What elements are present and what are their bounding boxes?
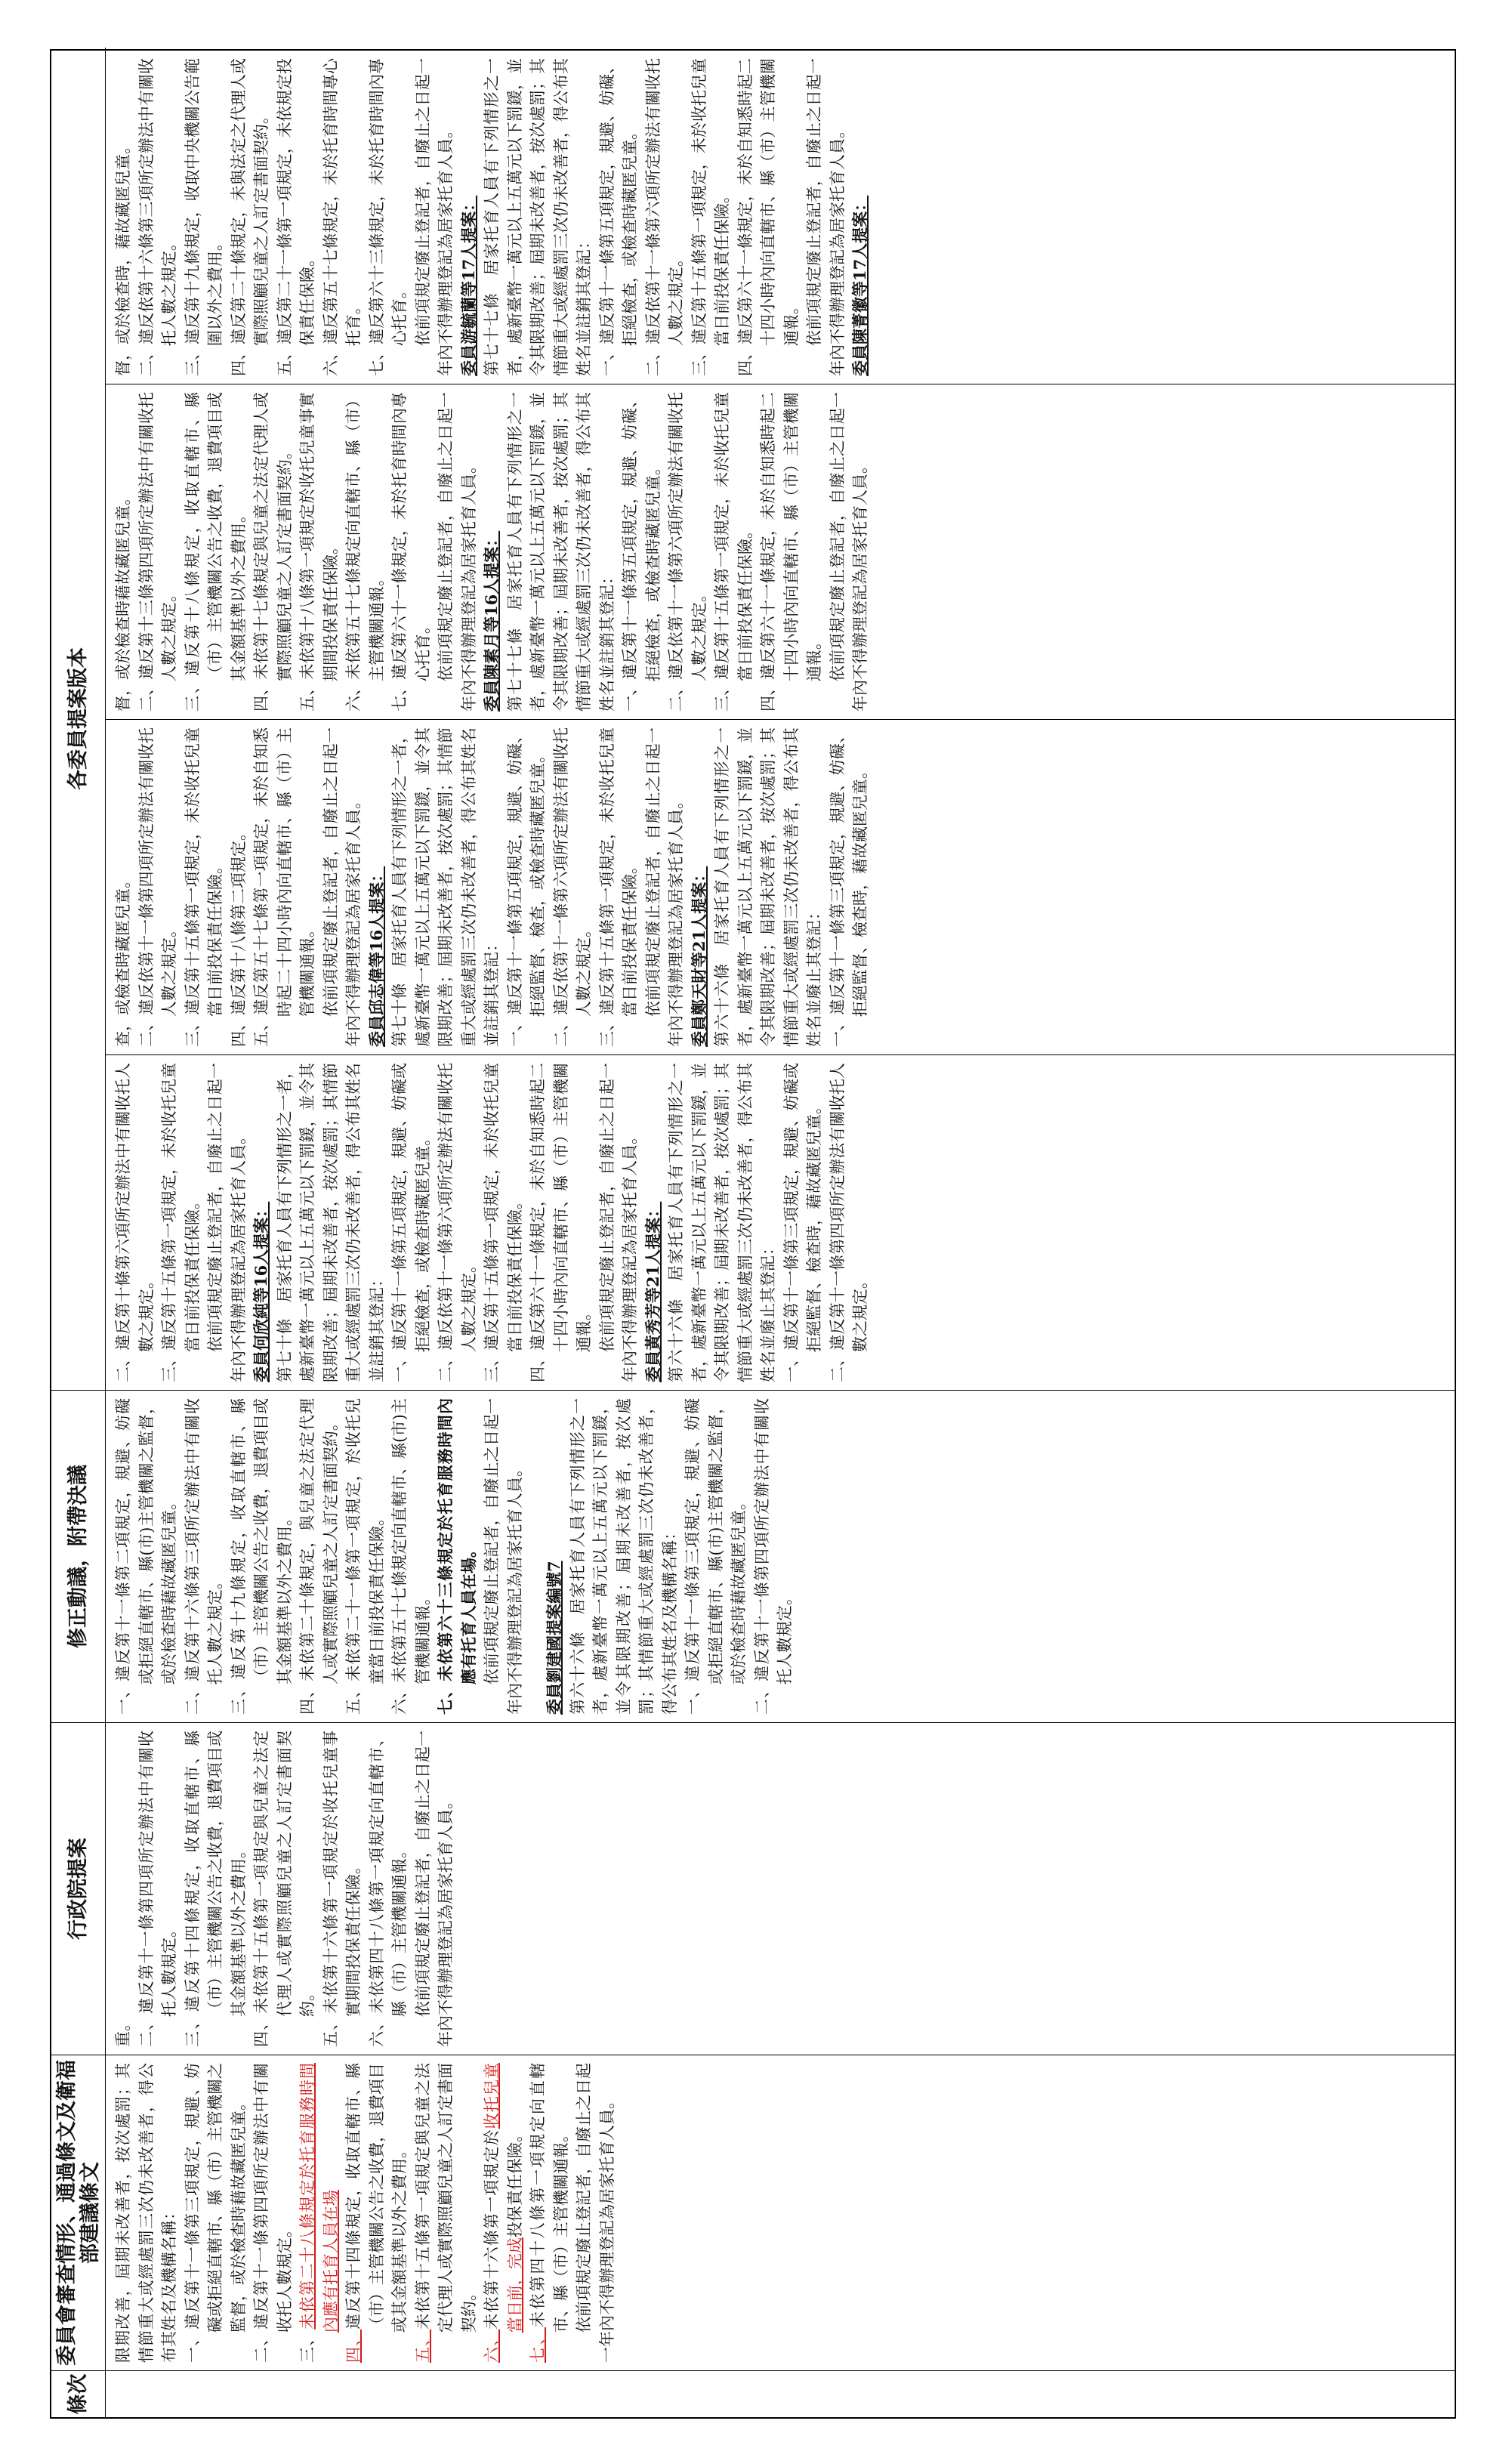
motion-p2: 二、違反第十六條第三項所定辦法中有關收托人數之規定。 xyxy=(183,1398,224,1715)
motion-p6: 六、未依第五十七條規定向直轄市、縣(市)主管機關通報。 xyxy=(390,1398,432,1715)
prop1-p11: 一、違反第十一條第三項規定，規避、妨礙或拒絕監督、檢查時，藉故藏匿兒童。 xyxy=(782,1063,823,1382)
prop4-p1: 二、違反依第十六條第三項所定辦法中有關收托人數之規定。 xyxy=(137,58,178,376)
prop4-p0: 督，或於檢查時，藉故藏匿兒童。 xyxy=(114,138,132,376)
review-p9: 依前項規定廢止登記者，自廢止之日起一年內不得辦理登記為居家托育人員。 xyxy=(575,2063,616,2363)
comparison-table xyxy=(50,49,1456,2419)
prop4-p4: 五、違反第二十一條第一項規定，未依規定投保責任保險。 xyxy=(275,58,316,376)
motion-p8: 依前項規定廢止登記者，自廢止之日起一年內不得辦理登記為居家托育人員。 xyxy=(483,1398,524,1715)
prop2-p0: 查，或檢查時藏匿兒童。 xyxy=(114,872,132,1047)
prop1-p7: 三、違反第十五條第一項規定，未於收托兒童當日前投保責任保險。 xyxy=(483,1063,524,1382)
review-p8-text: 未依第四十八條第一項規定向直轄市、縣（市）主管機關通報。 xyxy=(529,2063,570,2333)
review-p7-amended: 收托兒童當日前，完成 xyxy=(483,2062,524,2333)
review-p6-num: 五、 xyxy=(413,2329,432,2363)
prop3-title-1: 委員陳素月等16人提案： xyxy=(482,530,501,712)
review-p7-b: 投保責任保險。 xyxy=(505,2126,524,2238)
review-p1: 限期改善，屆期未改善者，按次處罰；其情節重大或經處罰三次仍未改善者，得公布其姓名及機構名稱： xyxy=(114,2063,178,2363)
motion-p7 xyxy=(434,1398,480,1715)
prop1-p1: 二、違反第十條第六項所定辦法中有關收托人數之規定。 xyxy=(114,1063,156,1382)
prop2-p9: 三、違反第十五條第一項規定，未於收托兒童當日前投保責任保險。 xyxy=(597,727,639,1047)
prop2-title-2: 委員鄭天財等21人提案： xyxy=(689,866,708,1047)
prop3-p2: 三、違反第十八條規定，收取直轄市、縣（市）主管機關公告之收費，退費項目或其金額基準以外之費用。 xyxy=(183,392,248,712)
prop4-title-1: 委員游毓蘭等17人提案： xyxy=(458,195,478,376)
prop2-p2: 三、違反第十五條第一項規定，未於收托兒童當日前投保責任保險。 xyxy=(183,727,224,1047)
executive-p4: 五、未依第十六條第一項規定於收托兒童事實期間投保責任保險。 xyxy=(321,1731,363,2047)
prop1-title-2: 委員黃秀芳等21人提案： xyxy=(643,1201,662,1382)
executive-p5: 六、未依第四十八條第一項規定向直轄市、縣（市）主管機關通報。 xyxy=(367,1731,409,2047)
prop4-p3: 四、違反第二十條規定，未與法定之代理人或實際照顧兒童之人訂定書面契約。 xyxy=(229,58,270,376)
prop2-p1: 二、違反依第十一條第四項所定辦法有關收托人數之規定。 xyxy=(137,727,178,1047)
prop3-p11: 三、違反第十五條第一項規定，未於收托兒童當日前投保責任保險。 xyxy=(713,392,754,712)
executive-cell xyxy=(106,1722,1455,2055)
prop4-p7: 依前項規定廢止登記者，自廢止之日起一年內不得辦理登記為居家托育人員。 xyxy=(413,58,455,376)
prop4-p10: 二、違反依第十一條第六項所定辦法有關收托人數之規定。 xyxy=(643,58,685,376)
motion-p12: 二、違反第十一條第四項所定辦法中有關收托人數規定。 xyxy=(752,1398,794,1715)
header-article-text: 條次 xyxy=(66,2373,90,2415)
proposals-cell-4 xyxy=(106,51,1455,384)
proposals-cell-1 xyxy=(106,1054,1455,1390)
prop2-p12: 一、違反第十一條第三項規定，規避、妨礙、拒絕監督、檢查時，藉故藏匿兒童。 xyxy=(828,727,869,1047)
prop4-p11: 三、違反第十五條第一項規定，未於收托兒童當日前投保責任保險。 xyxy=(690,58,731,376)
motion-cell xyxy=(106,1390,1455,1722)
prop2-p10: 依前項規定廢止登記者，自廢止之日起一年內不得辦理登記為居家托育人員。 xyxy=(643,727,685,1047)
prop3-p5: 六、未依第五十七條規定向直轄市、縣（市）主管機關通報。 xyxy=(344,392,386,712)
review-p4-num: 三、 xyxy=(298,2329,316,2363)
executive-p2: 三、違反第十四條規定，收取直轄市、縣（市）主管機關公告之收費，退費項目或其金額基準以外之費用。 xyxy=(183,1731,248,2047)
executive-p3: 四、未依第十五條第一項規定與兒童之法定代理人或實際照顧兒童之人訂定書面契約。 xyxy=(252,1731,316,2047)
header-motion-text: 修正動議，附帶決議 xyxy=(66,1465,90,1648)
prop1-p10: 第六十六條 居家托育人員有下列情形之一者，處新臺幣一萬元以上五萬元以下罰鍰，並令其限期改善；屆期未改善者，按次處罰；其情節重大或經處罰三次仍未改善者，得公布其姓名並廢止其登記： xyxy=(667,1063,777,1382)
prop1-p9: 依前項規定廢止登記者，自廢止之日起一年內不得辦理登記為居家托育人員。 xyxy=(597,1063,639,1382)
prop2-p7: 一、違反第十一條第五項規定，規避、妨礙、拒絕監督、檢查，或檢查時藏匿兒童。 xyxy=(505,727,547,1047)
prop4-p13: 依前項規定廢止登記者，自廢止之日起一年內不得辦理登記為居家托育人員。 xyxy=(805,58,847,376)
review-p6-text: 未依第十五條第一項規定與兒童之法定代理人或實際照顧兒童之人訂定書面契約。 xyxy=(413,2062,478,2333)
prop3-p3: 四、未依第十七條規定與兒童之法定代理人或實際照顧兒童之人訂定書面契約。 xyxy=(252,392,294,712)
prop1-p8: 四、違反第六十一條規定，未於自知悉時起二十四小時內向直轄市、縣（市）主管機關通報。 xyxy=(529,1063,593,1382)
review-p4 xyxy=(296,2063,342,2363)
prop1-p12: 二、違反第十一條第四項所定辦法有關收托人數之規定。 xyxy=(828,1063,869,1382)
prop2-p11: 第六十六條 居家托育人員有下列情形之一者，處新臺幣一萬元以上五萬元以下罰鍰，並令其限期改善；屆期未改善者，按次處罰；其情節重大或經處罰三次仍未改善者，得公布其姓名並廢止其登記： xyxy=(713,727,823,1047)
review-p5 xyxy=(342,2063,412,2363)
motion-proposal-title: 委員劉建國提案編號7 xyxy=(545,1561,563,1715)
prop2-p5: 依前項規定廢止登記者，自廢止之日起一年內不得辦理登記為居家托育人員。 xyxy=(321,727,363,1047)
review-p5-text: 違反第十四條規定，收取直轄市、縣（市）主管機關公告之收費，退費項目或其金額基準以外之費用。 xyxy=(344,2062,409,2333)
proposals-cell-3 xyxy=(106,384,1455,719)
review-p8 xyxy=(526,2063,572,2363)
proposals-cell-2 xyxy=(106,719,1455,1054)
prop4-p9: 一、違反第十一條第五項規定，規避、妨礙、拒絕檢查，或檢查時藏匿兒童。 xyxy=(597,58,639,376)
executive-p0: 重。 xyxy=(114,2015,132,2047)
header-review-text: 委員會審查情形、通過條文及衛福部建議條文 xyxy=(54,2060,102,2366)
prop1-title-1: 委員何欣純等16人提案： xyxy=(252,1201,270,1382)
executive-p1: 二、違反第十一條第四項所定辦法中有關收托人數規定。 xyxy=(137,1731,178,2047)
header-executive xyxy=(51,1722,106,2055)
review-p5-num: 四、 xyxy=(344,2329,363,2363)
header-proposals-text: 各委員提案版本 xyxy=(66,647,90,790)
prop2-p6: 第七十條 居家托育人員有下列情形之一者，處新臺幣一萬元以上五萬元以下罰鍰，並令其限期改善；屆期未改善者，按次處罰；其情節重大或經處罰三次仍未改善者，得公布其姓名並註銷其登記： xyxy=(390,727,501,1047)
review-p6 xyxy=(412,2063,481,2363)
motion-p7-text: 未依第六十三條規定於托育服務時間內應有托育人員在場。 xyxy=(436,1397,478,1685)
prop3-p12: 四、違反第六十一條規定，未於自知悉時起二十四小時內向直轄市、縣（市）主管機關通報。 xyxy=(759,392,823,712)
prop4-p6: 七、違反第六十三條規定，未於托育時間內專心托育。 xyxy=(367,58,409,376)
motion-p10: 第六十六條 居家托育人員有下列情形之一者，處新臺幣一萬元以上五萬元以下罰鍰，並令其限期改善；屆期未改善者，按次處罰；其情節重大或經處罰三次仍未改善者，得公布其姓名及機構名稱： xyxy=(568,1398,679,1715)
review-p3: 二、違反第十一條第四項所定辦法中有關收托人數規定。 xyxy=(252,2063,294,2363)
prop3-p7: 依前項規定廢止登記者，自廢止之日起一年內不得辦理登記為居家托育人員。 xyxy=(437,392,478,712)
motion-p5: 五、未依第二十一條第一項規定，於收托兒童當日前投保責任保險。 xyxy=(344,1398,386,1715)
prop2-p4: 五、違反第五十七條第一項規定，未於自知悉時起二十四小時內向直轄市、縣（市）主管機關通報。 xyxy=(252,727,316,1047)
prop3-p9: 一、違反第十一條第五項規定，規避、妨礙、拒絕檢查，或檢查時藏匿兒童。 xyxy=(621,392,662,712)
prop4-p12: 四、違反第六十一條規定，未於自知悉時起二十四小時內向直轄市、縣（市）主管機關通報。 xyxy=(736,58,801,376)
review-cell xyxy=(106,2055,1455,2370)
motion-p3: 三、違反第十九條規定，收取直轄市、縣（市）主管機關公告之收費，退費項目或其金額基準以外之費用。 xyxy=(229,1398,294,1715)
motion-p7-num: 七、 xyxy=(436,1681,455,1715)
header-article xyxy=(51,2370,106,2417)
prop2-p8: 二、違反依第十一條第六項所定辦法有關收托人數之規定。 xyxy=(551,727,593,1047)
header-executive-text: 行政院提案 xyxy=(66,1838,90,1940)
review-p7 xyxy=(480,2063,526,2363)
prop1-p6: 二、違反依第十一條第六項所定辦法有關收托人數之規定。 xyxy=(437,1063,478,1382)
review-p7-a: 未依第十六條第一項規定於 xyxy=(483,2129,501,2330)
motion-p11: 一、違反第十一條第三項規定，規避、妨礙或拒絕直轄市、縣(市)主管機關之監督，或於檢查時藉故藏匿兒童。 xyxy=(684,1398,748,1715)
review-p8-num: 七、 xyxy=(529,2327,547,2363)
prop2-p3: 四、違反第十八條第二項規定。 xyxy=(229,825,248,1047)
review-p7-num: 六、 xyxy=(483,2329,501,2363)
prop2-title-1: 委員邱志偉等16人提案： xyxy=(366,866,386,1047)
prop4-p5: 六、違反第五十七條規定，未於托育時間專心托育。 xyxy=(321,58,363,376)
review-p2: 一、違反第十一條第三項規定，規避、妨礙或拒絕直轄市、縣（市）主管機關之監督，或於檢查時藉故藏匿兒童。 xyxy=(183,2063,248,2363)
prop1-p4: 第七十條 居家托育人員有下列情形之一者，處新臺幣一萬元以上五萬元以下罰鍰，並令其限期改善；屆期未改善者，按次處罰；其情節重大或經處罰三次仍未改善者，得公布其姓名並註銷其登記： xyxy=(275,1063,386,1382)
prop3-p13: 依前項規定廢止登記者，自廢止之日起一年內不得辦理登記為居家托育人員。 xyxy=(828,392,869,712)
executive-p6: 依前項規定廢止登記者，自廢止之日起一年內不得辦理登記為居家托育人員。 xyxy=(413,1731,455,2047)
prop3-p1: 二、違反第十三條第四項所定辦法中有關收托人數之規定。 xyxy=(137,392,178,712)
prop1-p5: 一、違反第十一條第五項規定，規避、妨礙或拒絕檢查，或檢查時藏匿兒童。 xyxy=(390,1063,432,1382)
prop4-title-2: 委員陳菁徽等17人提案： xyxy=(850,195,869,376)
header-motion xyxy=(51,1390,106,1722)
prop3-p4: 五、未依第十八條第一項規定於收托兒童事實期間投保責任保險。 xyxy=(298,392,340,712)
prop4-p8: 第七十七條 居家托育人員有下列情形之一者，處新臺幣一萬元以上五萬元以下罰鍰，並令其限期改善；屆期未改善者，按次處罰；其情節重大或經處罰三次仍未改善者，得公布其姓名並註銷其登記： xyxy=(483,58,593,376)
article-cell xyxy=(106,2370,1455,2417)
header-review xyxy=(51,2055,106,2370)
prop1-p3: 依前項規定廢止登記者，自廢止之日起一年內不得辦理登記為居家托育人員。 xyxy=(206,1063,248,1382)
prop3-p10: 二、違反依第十一條第六項所定辦法有關收托人數之規定。 xyxy=(667,392,708,712)
header-proposals xyxy=(51,48,106,1390)
prop3-p8: 第七十七條 居家托育人員有下列情形之一者，處新臺幣一萬元以上五萬元以下罰鍰，並令其限期改善；屆期未改善者，按次處罰；其情節重大或經處罰三次仍未改善者，得公布其姓名並註銷其登記： xyxy=(505,392,616,712)
motion-p1: 一、違反第十一條第二項規定，規避、妨礙或拒絕直轄市、縣(市)主管機關之監督，或於檢查時藉故藏匿兒童。 xyxy=(114,1398,178,1715)
review-p4-amended: 未依第二十八條規定於托育服務時間內應有托育人員在場 xyxy=(298,2062,340,2333)
motion-p4: 四、未依第二十條規定，與兒童之法定代理人或實際照顧兒童之人訂定書面契約。 xyxy=(298,1398,340,1715)
prop3-p6: 七、違反第六十一條規定，未於托育時間內專心托育。 xyxy=(390,392,432,712)
prop1-p2: 三、違反第十五條第一項規定，未於收托兒童當日前投保責任保險。 xyxy=(160,1063,202,1382)
prop3-p0: 督，或於檢查時藉故藏匿兒童。 xyxy=(114,489,132,712)
prop4-p2: 三、違反第十九條規定，收取中央機關公告範圍以外之費用。 xyxy=(183,58,224,376)
